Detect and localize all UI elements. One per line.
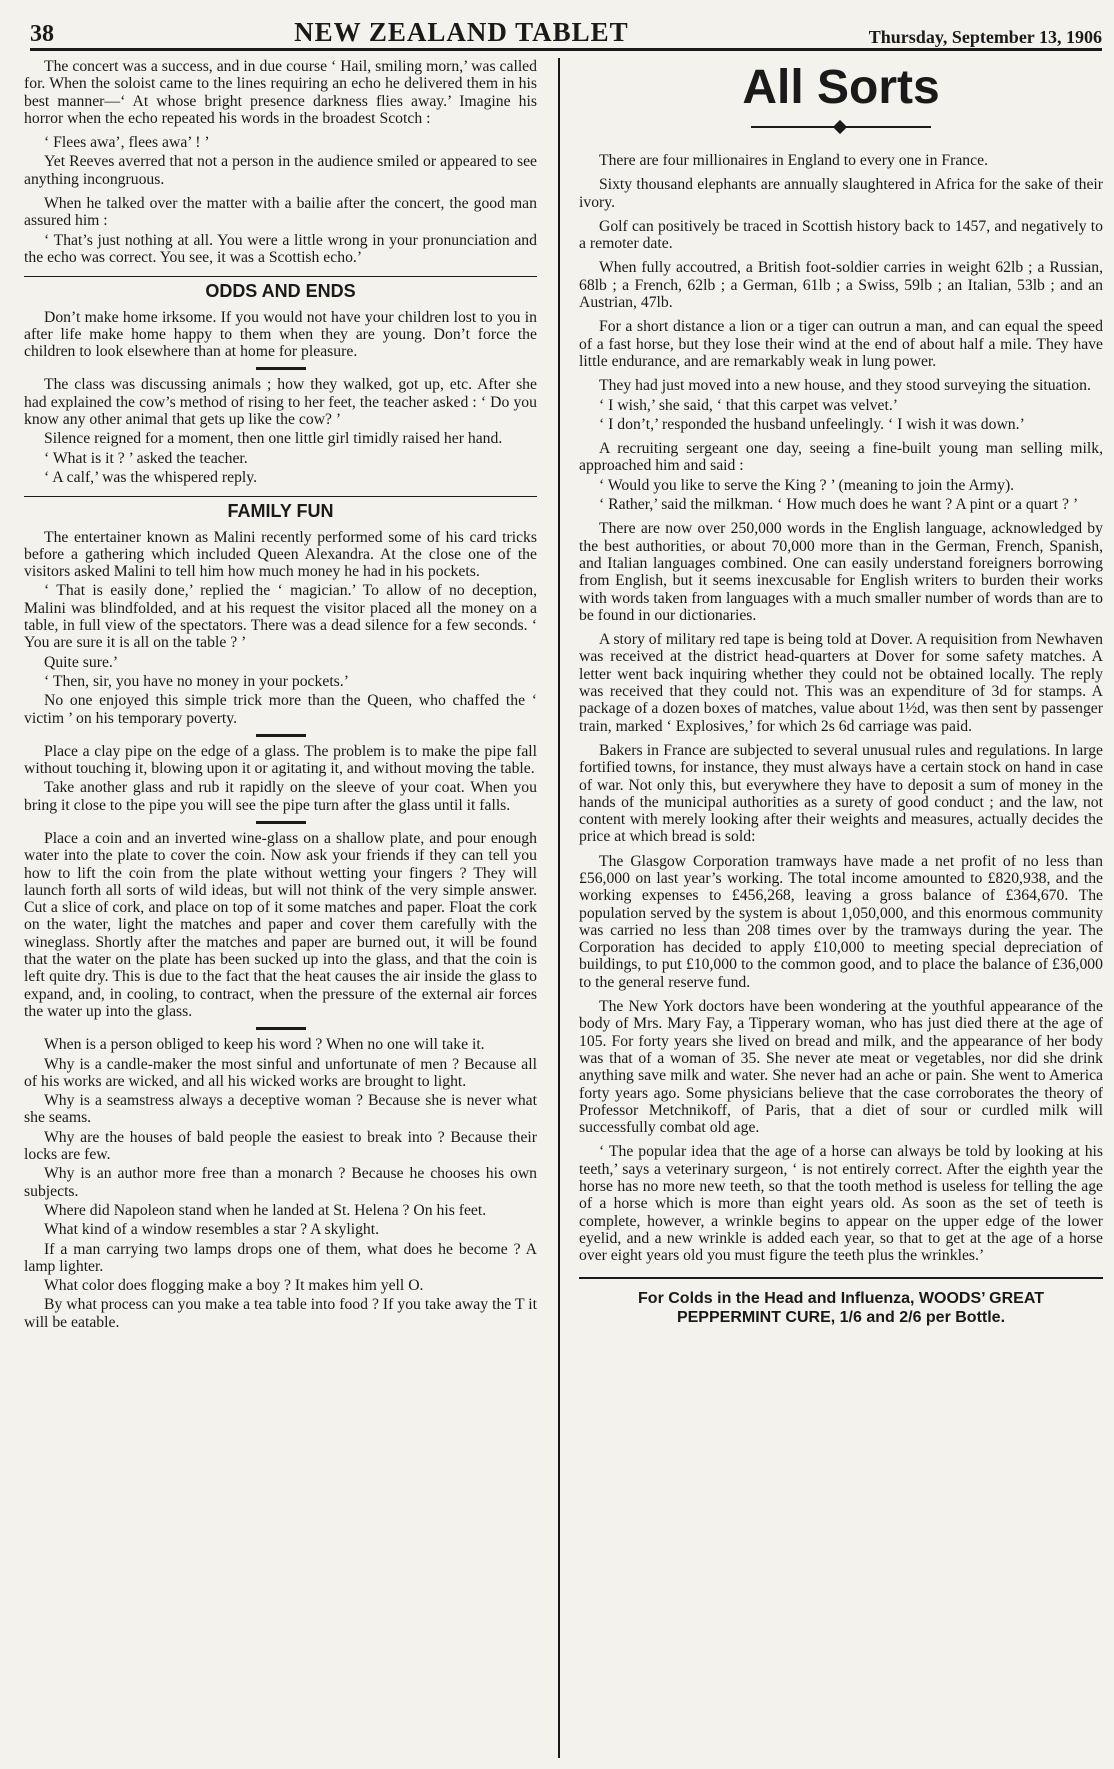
riddle: What kind of a window resembles a star ? A skylight.: [44, 1221, 380, 1239]
riddle: Why is a seamstress always a deceptive woman ? Because she is never what she seams.: [24, 1092, 537, 1127]
paragraph: A recruiting sergeant one day, seeing a fine-built young man selling milk, approached him and said :: [579, 440, 1103, 475]
riddle: Why is an author more free than a monarch ? Because he chooses his own subjects.: [24, 1165, 537, 1200]
paragraph: The class was discussing animals ; how they walked, got up, etc. After she had explained the cow’s method of rising to her feet, the teacher asked : ‘ Do you know any other animal that gets up like the cow? ’: [24, 376, 537, 429]
riddle: By what process can you make a tea table into food ? If you take away the T it will be eatable.: [24, 1296, 537, 1331]
paragraph: The entertainer known as Malini recently performed some of his card tricks before a gathering which included Queen Alexandra. At the close one of the visitors asked Malini to tell him how much money he had in his pockets.: [24, 528, 537, 581]
section-separator: [256, 367, 306, 370]
advert-line: PEPPERMINT CURE, 1/6 and 2/6 per Bottle.: [676, 1308, 1006, 1326]
paragraph: ‘ Would you like to serve the King ? ’ (meaning to join the Army).: [599, 476, 1015, 494]
paragraph: The concert was a success, and in due course ‘ Hail, smiling morn,’ was called for. When the soloist came to the lines requiring an echo he delivered them in his best manner—‘ At whose bright presence darkness flies away.’ Imagine his horror when the echo repeated his words in the broadest Scotch :: [24, 58, 537, 127]
paragraph: ‘ Flees awa’, flees awa’ ! ’: [44, 134, 210, 152]
ornamental-rule: [751, 122, 931, 132]
section-heading-family-fun: FAMILY FUN: [24, 496, 537, 520]
section-separator: [256, 1027, 306, 1030]
paragraph: Don’t make home irksome. If you would not have your children lost to you in after life make home happy to them when they are young. Don’t force the children to look elsewhere than at home for pleasure.: [24, 308, 537, 361]
paragraph: There are four millionaires in England to every one in France.: [599, 152, 988, 169]
paragraph: Bakers in France are subjected to several unusual rules and regulations. In large fortified towns, for instance, they must always have a certain stock on hand in case of war. Not only this, but everywhere they have to deposit a sum of money in the hands of the municipal authorities as a surety of good conduct ; and the law, not content with merely looking after their weights and measures, actually decides the price at which bread is sold:: [579, 741, 1103, 846]
paragraph: ‘ Then, sir, you have no money in your pockets.’: [44, 672, 349, 690]
paragraph: ‘ A calf,’ was the whispered reply.: [44, 468, 258, 486]
paragraph: ‘ The popular idea that the age of a horse can always be told by looking at his teeth,’ says a veterinary surgeon, ‘ is not entirely correct. After the eighth year the horse has no more new teeth, so that the tooth method is useless for telling the age of a horse which is more than eight years old. As soon as the set of teeth is complete, however, a wrinkle begins to appear on the upper edge of the lower eyelid, and a new wrinkle is added each year, so that to get at the age of a horse over eight years old you must figure the teeth plus the wrinkles.’: [579, 1143, 1103, 1265]
section-heading-odds-and-ends: ODDS AND ENDS: [24, 276, 537, 300]
paragraph: ‘ What is it ? ’ asked the teacher.: [44, 449, 248, 467]
paragraph: Golf can positively be traced in Scottish history back to 1457, and negatively to a remoter date.: [579, 217, 1103, 253]
paragraph: There are now over 250,000 words in the English language, acknowledged by the best authorities, or about 70,000 more than in the German, French, Spanish, and Italian languages combined. One can easily understand foreigners borrowing from English, but it seems inexcusable for English writers to burden their works with words taken from languages with a much smaller number of words than are to be found in our dictionaries.: [579, 520, 1103, 624]
riddle: Why are the houses of bald people the easiest to break into ? Because their locks are few.: [24, 1128, 537, 1164]
paragraph: No one enjoyed this simple trick more than the Queen, who chaffed the ‘ victim ’ on his temporary poverty.: [24, 692, 537, 727]
section-title-all-sorts: All Sorts: [742, 61, 940, 114]
section-separator: [256, 821, 306, 824]
concert-story: [24, 58, 537, 266]
riddle: What color does flogging make a boy ? It makes him yell O.: [44, 1277, 424, 1295]
left-column: [24, 58, 537, 1333]
paragraph: ‘ That’s just nothing at all. You were a little wrong in your pronunciation and the echo was correct. You see, it was a Scottish echo.’: [24, 231, 537, 266]
diamond-ornament-icon: [833, 120, 847, 134]
page-number: 38: [30, 21, 54, 47]
riddle: If a man carrying two lamps drops one of them, what does he become ? A lamp lighter.: [24, 1240, 537, 1275]
advert-line: For Colds in the Head and Influenza, WOODS’ GREAT: [638, 1289, 1044, 1307]
paragraph: A story of military red tape is being told at Dover. A requisition from Newhaven was received at the district head-quarters at Dover for some safety matches. A letter went back inquiring whether they could not be obtained locally. The reply was received that they could not. This was an expenditure of 3d for stamps. A package of a dozen boxes of matches, value about 1½d, was then sent by passenger train, marked ‘ Explosives,’ for which 2s 6d carriage was paid.: [579, 631, 1103, 735]
column-divider: [558, 58, 560, 1758]
right-column: [579, 58, 1103, 1327]
paragraph: The Glasgow Corporation tramways have made a net profit of no less than £56,000 on last year’s working. The total income amounted to £820,938, and the working expenses to £456,268, leaving a gross balance of £364,670. The population served by the system is about 1,050,000, and this enormous community was carried no less than 208 times over by the tramways during the year. The Corporation has decided to apply £10,000 to meeting special depreciation of buildings, to put £10,000 to the common good, and to place the balance of £36,000 to the general reserve fund.: [579, 852, 1103, 991]
issue-date: Thursday, September 13, 1906: [868, 27, 1102, 47]
paragraph: For a short distance a lion or a tiger can outrun a man, and can equal the speed of a fast horse, but they lose their wind at the end of about half a mile. They have little endurance, and are remarkably weak in lung power.: [579, 318, 1103, 370]
riddle: When is a person obliged to keep his word ? When no one will take it.: [44, 1036, 485, 1054]
paragraph: Sixty thousand elephants are annually slaughtered in Africa for the sake of their ivory.: [579, 176, 1103, 211]
paragraph: Quite sure.’: [44, 653, 119, 671]
paragraph: Take another glass and rub it rapidly on the sleeve of your coat. When you bring it close to the pipe you will see the pipe turn after the glass until it falls.: [24, 779, 537, 814]
paragraph: ‘ That is easily done,’ replied the ‘ magician.’ To allow of no deception, Malini was blindfolded, and at his request the visitor placed all the money on a table, in full view of the spectators. There was a dead silence for a few seconds. ‘ You are sure it is all on the table ? ’: [24, 582, 537, 652]
paragraph: Place a clay pipe on the edge of a glass. The problem is to make the pipe fall without touching it, blowing upon it or agitating it, and without moving the table.: [24, 742, 537, 778]
advertisement: [579, 1277, 1103, 1327]
masthead: [30, 12, 1102, 51]
paragraph: ‘ Rather,’ said the milkman. ‘ How much does he want ? A pint or a quart ? ’: [599, 496, 1079, 514]
paragraph: ‘ I wish,’ she said, ‘ that this carpet was velvet.’: [599, 396, 898, 414]
paragraph: Place a coin and an inverted wine-glass on a shallow plate, and pour enough water into the plate to cover the coin. Now ask your friends if they can tell you how to lift the coin from the plate without wetting your fingers ? They will launch forth all sorts of wild ideas, but will not think of the very simple answer. Cut a slice of cork, and place on top of it some matches and paper. Float the cork on the water, light the matches and paper and cover them carefully with the wineglass. Shortly after the matches and paper are burned out, it will be found that the water on the plate has been sucked up into the glass, and that the coin is left quite dry. This is due to the fact that the heat causes the air inside the glass to expand, and, in cooling, to contract, when the pressure of the external air forces the water up into the glass.: [24, 829, 537, 1020]
paragraph: The New York doctors have been wondering at the youthful appearance of the body of Mrs. Mary Fay, a Tipperary woman, who has just died there at the age of 105. For forty years she lived on bread and milk, and the appearance of her body was that of a woman of 35. She never ate meat or vegetables, nor did she drink anything save milk and water. She never had an ache or pain. She went to America forty years ago. Some physicians believe that the case corroborates the theory of Professor Metchnikoff, of Paris, that a diet of sour or curdled milk will successfully combat old age.: [579, 998, 1103, 1137]
paragraph: When fully accoutred, a British foot-soldier carries in weight 62lb ; a Russian, 68lb ; a French, 62lb ; a German, 61lb ; a Swiss, 59lb ; an Italian, 53lb ; and an Austrian, 47lb.: [579, 259, 1103, 312]
riddle: Where did Napoleon stand when he landed at St. Helena ? On his feet.: [44, 1201, 487, 1219]
paragraph: ‘ I don’t,’ responded the husband unfeelingly. ‘ I wish it was down.’: [599, 415, 1025, 433]
paragraph: Silence reigned for a moment, then one little girl timidly raised her hand.: [44, 430, 503, 448]
paragraph: When he talked over the matter with a bailie after the concert, the good man assured him :: [24, 195, 537, 230]
section-separator: [256, 734, 306, 737]
paragraph: Yet Reeves averred that not a person in the audience smiled or appeared to see anything incongruous.: [24, 153, 537, 188]
paragraph: They had just moved into a new house, and they stood surveying the situation.: [599, 377, 1091, 395]
publication-title: NEW ZEALAND TABLET: [294, 17, 629, 47]
riddle: Why is a candle-maker the most sinful and unfortunate of men ? Because all of his works are wicked, and all his wicked works are brought to light.: [24, 1055, 537, 1090]
